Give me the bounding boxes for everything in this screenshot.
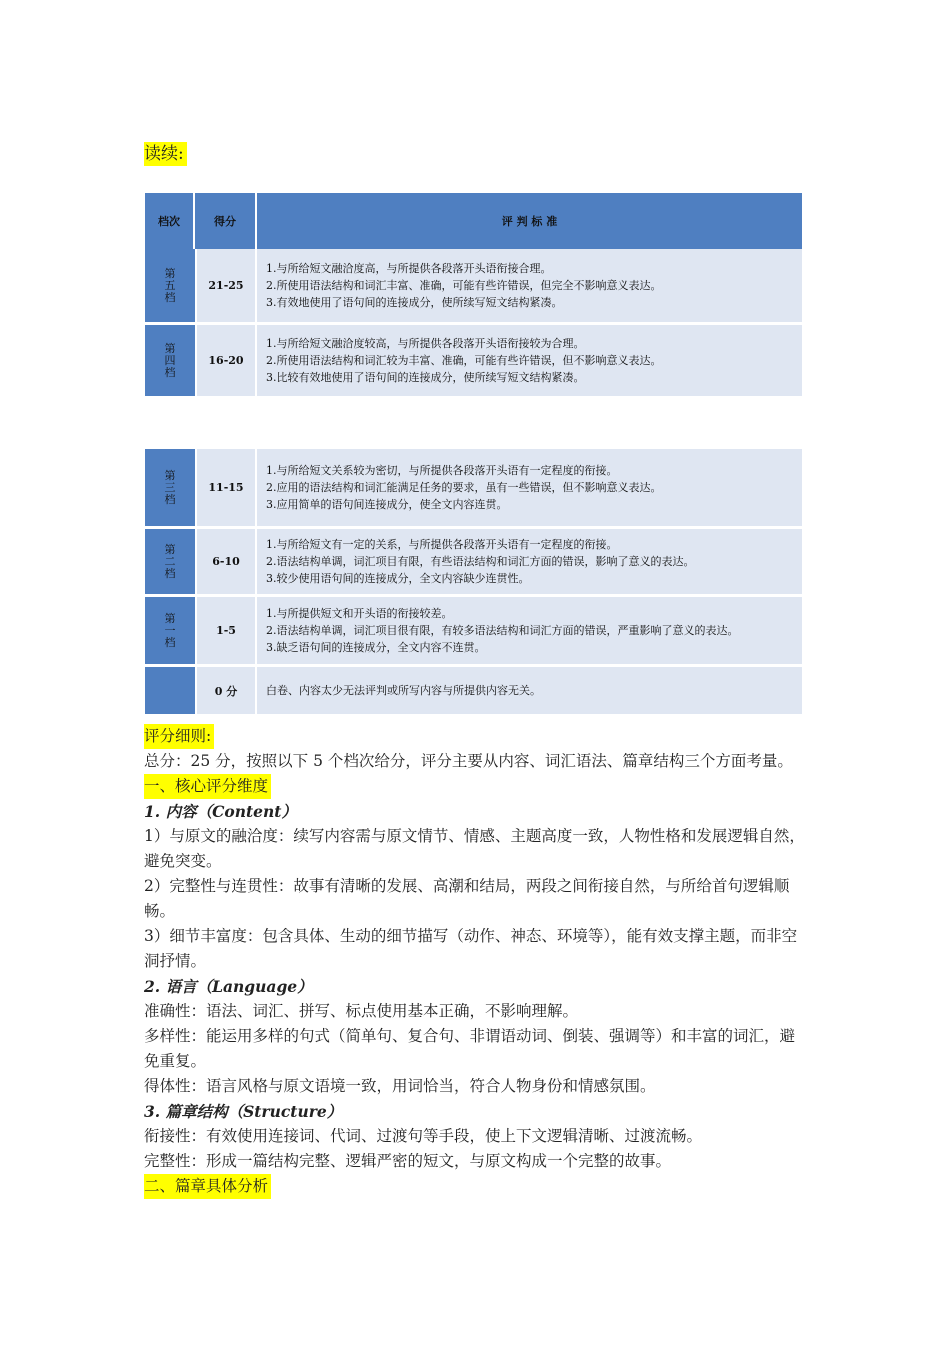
score-cell: 6-10 [195, 529, 257, 597]
structure-title: 3. 篇章结构（Structure） [144, 1102, 343, 1121]
score-cell: 21-25 [195, 249, 257, 325]
content-title: 1. 内容（Content） [144, 802, 297, 821]
rubric-table-top [145, 193, 802, 399]
language-item: 得体性：语言风格与原文语境一致，用词恰当，符合人物身份和情感氛围。 [144, 1077, 656, 1095]
section-title: 读续: [144, 142, 187, 166]
level-cell [145, 667, 195, 717]
header-score: 得分 [195, 193, 257, 249]
criteria-cell: 1.与所给短文融洽度较高，与所提供各段落开头语衔接较为合理。 2.所使用语法结构和词汇较为丰富、准确，可能有些许错误，但不影响意义表达。 3.比较有效地使用了语句间的连接成分，使所续写短文结构紧凑。 [257, 325, 802, 399]
criteria-cell: 1.与所提供短文和开头语的衔接较差。 2.语法结构单调，词汇项目很有限，有较多语法结构和词汇方面的错误，严重影响了意义的表达。 3.缺乏语句间的连接成分，全文内容不连贯。 [257, 597, 802, 667]
level-cell: 第四档 [145, 325, 195, 399]
content-item: 2）完整性与连贯性：故事有清晰的发展、高潮和结局，两段之间衔接自然，与所给首句逻辑顺畅。 [144, 877, 790, 920]
language-item: 多样性：能运用多样的句式（简单句、复合句、非谓语动词、倒装、强调等）和丰富的词汇，避免重复。 [144, 1027, 796, 1070]
header-level: 档次 [145, 193, 195, 249]
table-row [145, 249, 802, 325]
table-row [145, 325, 802, 399]
criteria-cell: 1.与所给短文关系较为密切，与所提供各段落开头语有一定程度的衔接。 2.应用的语法结构和词汇能满足任务的要求，虽有一些错误，但不影响意义表达。 3.应用简单的语句间连接成分，使全文内容连贯。 [257, 449, 802, 529]
level-cell: 第五档 [145, 249, 195, 325]
table-header-row [145, 193, 802, 249]
heading-core-dimensions: 一、核心评分维度 [144, 774, 271, 799]
table-row [145, 597, 802, 667]
content-item: 3）细节丰富度：包含具体、生动的细节描写（动作、神态、环境等），能有效支撑主题，而非空洞抒情。 [144, 927, 798, 970]
heading-structure-analysis: 二、篇章具体分析 [144, 1174, 271, 1199]
score-cell: 1-5 [195, 597, 257, 667]
total-score-text: 总分：25 分，按照以下 5 个档次给分，评分主要从内容、词汇语法、篇章结构三个方面考量。 [144, 752, 793, 770]
language-item: 准确性：语法、词汇、拼写、标点使用基本正确，不影响理解。 [144, 1002, 579, 1020]
score-cell: 0 分 [195, 667, 257, 717]
level-cell: 第一档 [145, 597, 195, 667]
structure-item: 完整性：形成一篇结构完整、逻辑严密的短文，与原文构成一个完整的故事。 [144, 1152, 672, 1170]
criteria-cell: 1.与所给短文有一定的关系，与所提供各段落开头语有一定程度的衔接。 2.语法结构单调，词汇项目有限，有些语法结构和词汇方面的错误，影响了意义的表达。 3.较少使用语句间的连接成分，全文内容缺少连贯性。 [257, 529, 802, 597]
criteria-cell: 白卷、内容太少无法评判或所写内容与所提供内容无关。 [257, 667, 802, 717]
language-title: 2. 语言（Language） [144, 977, 313, 996]
rubric-table-bottom [145, 449, 802, 717]
criteria-cell: 1.与所给短文融洽度高，与所提供各段落开头语衔接合理。 2.所使用语法结构和词汇丰富、准确，可能有些许错误，但完全不影响意义表达。 3.有效地使用了语句间的连接成分，使所续写短文结构紧凑。 [257, 249, 802, 325]
header-criteria: 评 判 标 准 [257, 193, 802, 249]
table-row [145, 449, 802, 529]
table-row [145, 529, 802, 597]
level-cell: 第二档 [145, 529, 195, 597]
table-row [145, 667, 802, 717]
scoring-details [144, 724, 809, 1199]
content-item: 1）与原文的融洽度：续写内容需与原文情节、情感、主题高度一致，人物性格和发展逻辑自然，避免突变。 [144, 827, 805, 870]
scoring-heading: 评分细则: [144, 724, 214, 749]
structure-item: 衔接性：有效使用连接词、代词、过渡句等手段，使上下文逻辑清晰、过渡流畅。 [144, 1127, 703, 1145]
level-cell: 第三档 [145, 449, 195, 529]
score-cell: 16-20 [195, 325, 257, 399]
score-cell: 11-15 [195, 449, 257, 529]
